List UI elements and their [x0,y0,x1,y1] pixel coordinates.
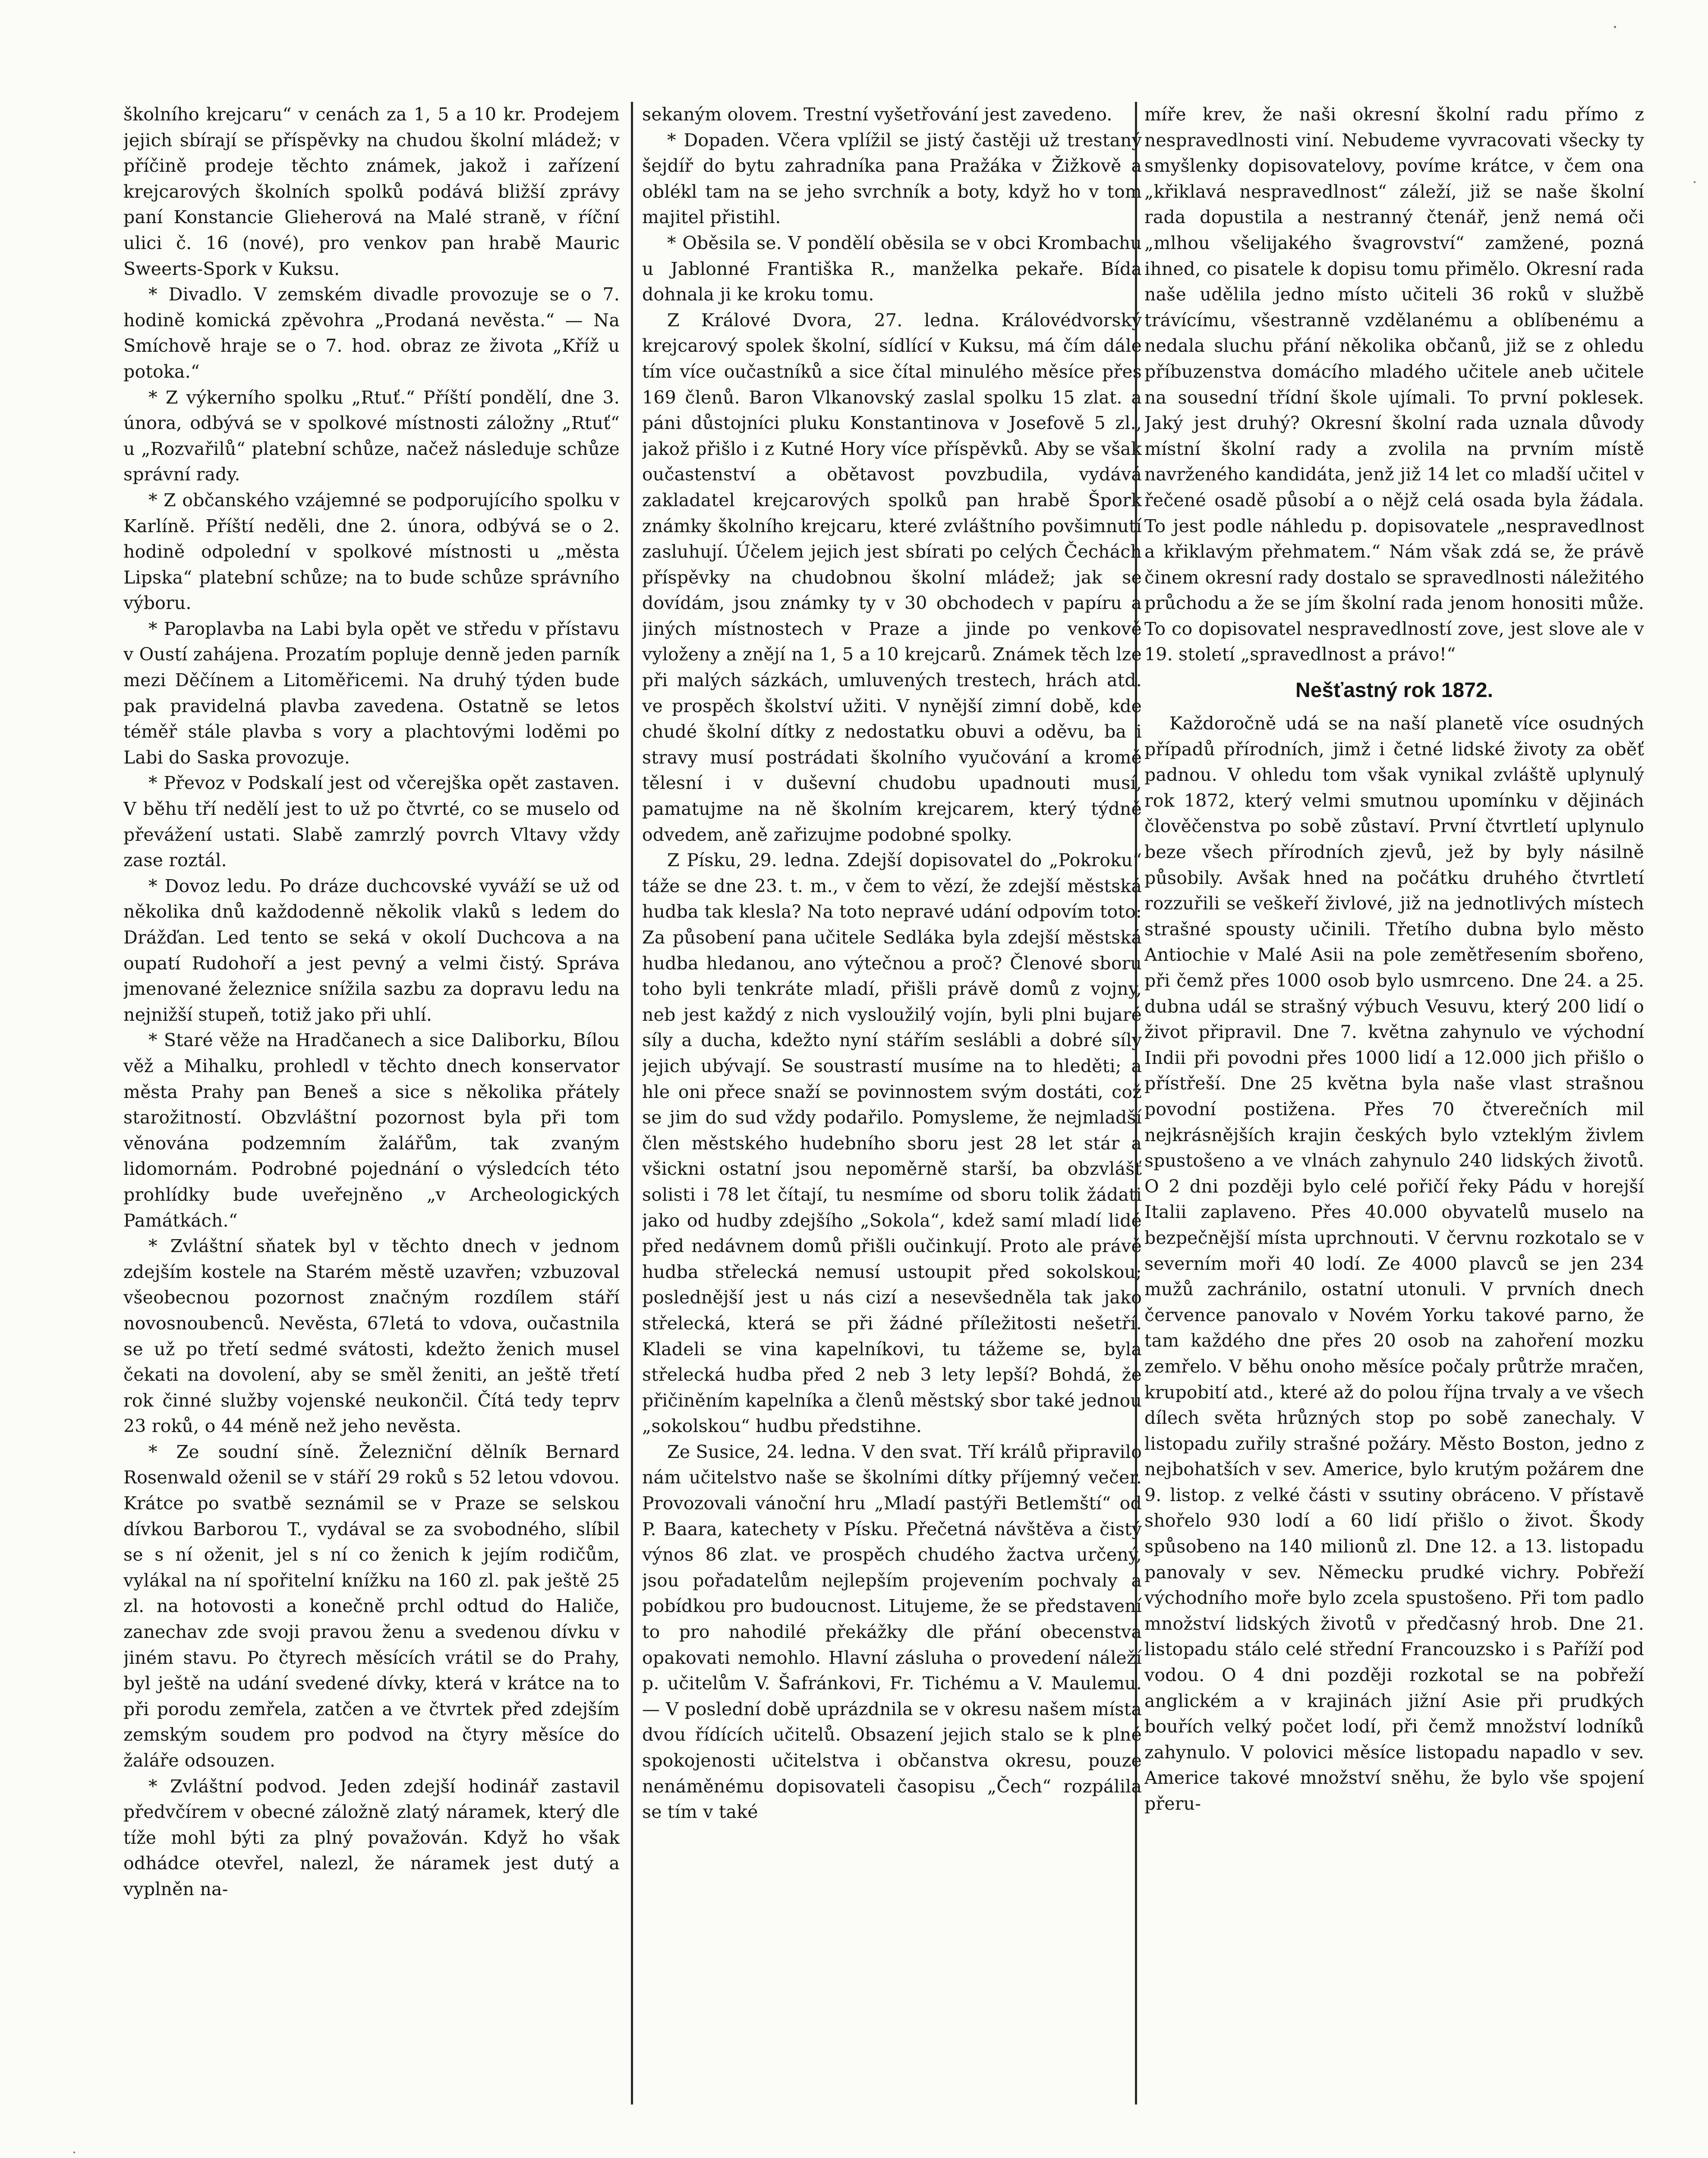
column-rule [631,102,633,2104]
article-paragraph: * Zvláštní sňatek byl v těchto dnech v jednom zdejším kostele na Starém městě uzavřen; vzbuzoval všeobecnou pozornost značným rozdílem stáří novosnoubenců. Nevěsta, 67letá to vdova, oučastnila se už po třetí sedmé svátosti, kdežto ženich musel čekati na dovolení, aby se směl ženiti, an ještě třetí rok činné služby vojenské neukončil. Čítá tedy teprv 23 roků, o 44 méně než jeho nevěsta. [123,1236,620,1437]
article-heading: Nešťastný rok 1872. [1295,679,1493,702]
article-paragraph: * Zvláštní podvod. Jeden zdejší hodinář zastavil předvčírem v obecné záložně zlatý náramek, který dle tíže mohl býti za plný považován. Když ho však odhádce otevřel, nalezl, že náramek jest dutý a vyplněn na- [123,1776,620,1899]
print-speck [1614,26,1616,28]
column-right [1144,102,1644,2130]
article-paragraph: * Dovoz ledu. Po dráze duchcovské vyváží se už od několika dnů každodenně několik vlaků s ledem do Drážďan. Led tento se seká v okolí Duchcova a na oupatí Rudohoří a jest pevný a velmi čistý. Správa jmenované železnice snížila sazbu za dopravu ledu na nejnižší stupeň, totiž jako při uhlí. [123,875,620,1025]
article-paragraph: míře krev, že naši okresní školní radu přímo z nespravedlnosti viní. Nebudeme vyvracovati všecky ty smyšlenky dopisovatelovy, povíme krátce, v čem ona „křiklavá nespravedlnost“ záleží, již se naše školní rada dopustila a nestranný čtenář, jenž nemá oči „mlhou všelijakého švagrovství“ zamžené, pozná ihned, co pisatele k dopisu tomu přimělo. Okresní rada naše udělila jedno místo učiteli 36 roků v službě trávícímu, všestranně vzdělanému a oblíbenému a nedala sluchu přání několika občanů, již se z ohledu příbuzenstva domácího mladého učitele aneb učitele na sousední třídní škole ujímali. To první poklesek. Jaký jest druhý? Okresní školní rada uznala důvody místní školní rady a zvolila na prvním místě navrženého kandidáta, jenž již 14 let co mladší učitel v řečené osadě působí a o nějž celá osada byla žádala. To jest podle náhledu p. dopisovatele „nespravedlnost a křiklavým přehmatem.“ Nám však zdá se, že právě činem okresní rady dostalo se spravedlnosti náležitého průchodu a že se jím školní rada jenom honositi může. To co dopisovatel nespravedlností zove, jest slove ale v 19. století „spravedlnost a právo!“ [1144,104,1644,665]
article-paragraph: Každoročně udá se na naší planetě více osudných případů přírodních, jimž i četné lidské životy za oběť padnou. V ohledu tom však vynikal zvláště uplynulý rok 1872, který velmi smutnou upomínku v dějinách člověčenstva po sobě zůstaví. První čtvrtletí uplynulo beze všech přírodních zjevů, jež by byly násilně působily. Avšak hned na počátku druhého čtvrtletí rozzuřili se veškeří živlové, již na jednotlivých místech strašné spousty učinili. Třetího dubna bylo město Antiochie v Malé Asii na pole zemětřesením sbořeno, při čemž přes 1000 osob bylo usmrceno. Dne 24. a 25. dubna udál se strašný výbuch Vesuvu, který 200 lidí o život připravil. Dne 7. května zahynulo ve východní Indii při povodni přes 1000 lidí a 12.000 jich přišlo o přístřeší. Dne 25 května byla naše vlast strašnou povodní postižena. Přes 70 čtverečních mil nejkrásnějších krajin českých bylo vzteklým živlem spustošeno a ve vlnách zahynulo 240 lidských životů. O 2 dni později bylo celé pořičí řeky Pádu v horejší Italii zaplaveno. Přes 40.000 obyvatelů muselo na bezpečnější místa uprchnouti. V červnu rozkotalo se v severním moři 40 lodí. Ze 4000 plavců se jen 234 mužů zachránilo, ostatní utonuli. V prvních dnech července panovalo v Novém Yorku takové parno, že tam každého dne přes 20 osob na zahoření mozku zemřelo. V běhu onoho měsíce počaly průtrže mračen, krupobití atd., které až do polou října trvaly a ve všech dílech světa hrůzných stop po sobě zanechaly. V listopadu zuřily strašné požáry. Město Boston, jedno z nejbohatších v sev. Americe, bylo krutým požárem dne 9. listop. z velké části v ssutiny obráceno. V přístavě shořelo 930 lodí a 60 lidí přišlo o život. Škody spůsobeno na 140 milionů zl. Dne 12. a 13. listopadu panovaly v sev. Německu prudké vichry. Pobřeží východního moře bylo zcela spustošeno. Při tom padlo množství lidských životů v předčasný hrob. Dne 21. listopadu stálo celé střední Francouzsko i s Paříží pod vodou. O 4 dni později rozkotal se na pobřeží anglickém a v krajinách jižní Asie při prudkých bouřích velký počet lodí, při čemž množství lodníků zahynulo. V polovici měsíce listopadu napadlo v sev. Americe takové množství sněhu, že bylo vše spojení přeru- [1144,713,1644,1814]
article-paragraph: * Z občanského vzájemné se podporujícího spolku v Karlíně. Příští neděli, dne 2. února, odbývá se o 2. hodině odpolední v spolkové místnosti u „města Lipska“ platební schůze; na to bude schůze správního výboru. [123,489,620,614]
article-paragraph: * Paroplavba na Labi byla opět ve středu v přístavu v Oustí zahájena. Prozatím popluje denně jeden parník mezi Děčínem a Litoměřicemi. Na druhý týden bude pak pravidelná plavba zavedena. Ostatně se letos téměř stále plavba s vory a plachtovými loděmi po Labi do Saska provozuje. [123,618,620,768]
article-paragraph: * Staré věže na Hradčanech a sice Daliborku, Bílou věž a Mihalku, prohledl v těchto dnech konservator města Prahy pan Beneš a sice s několika přátely starožitností. Obzvláštní pozornost byla při tom věnována podzemním žalářům, tak zvaným lidomornám. Podrobné pojednání o výsledcích této prohlídky bude uveřejněno „v Archeologických Památkách.“ [123,1030,620,1231]
print-speck [1694,181,1695,183]
article-paragraph: sekaným olovem. Trestní vyšetřování jest zavedeno. [642,104,1112,125]
article-paragraph: * Dopaden. Včera vplížil se jistý častěji už trestaný šejdíř do bytu zahradníka pana Pražáka v Žižkově a oblékl tam na se jeho svrchník a boty, když ho v tom majitel přistihl. [642,129,1142,228]
column-left [123,102,620,2130]
article-paragraph: * Ze soudní síně. Železniční dělník Bernard Rosenwald oženil se v stáří 29 roků s 52 letou vdovou. Krátce po svatbě seznámil se v Praze se selskou dívkou Barborou T., vydával se za svobodného, slíbil se s ní oženit, jel s ní co ženich k jejím rodičům, vylákal na ní spořitelní knížku na 160 zl. pak ještě 25 zl. na hotovosti a konečně prchl odtud do Haliče, zanechav zde svoji pravou ženu a svedenou dívku v jiném stavu. Po čtyrech měsících vrátil se do Prahy, byl ještě na udání svedené dívky, která v krátce na to při porodu zemřela, zatčen a ve čtvrtek před zdejším zemským soudem pro podvod na čtyry měsíce do žaláře odsouzen. [123,1441,620,1771]
article-paragraph: školního krejcaru“ v cenách za 1, 5 a 10 kr. Prodejem jejich sbírají se příspěvky na chudou školní mládež; v příčině prodeje těchto známek, jakož i zařízení krejcarových školních spolků podává bližší zprávy paní Konstancie Glieherová na Malé straně, v ŕíční ulici č. 16 (nové), pro venkov pan hrabě Mauric Sweerts-Spork v Kuksu. [123,104,620,279]
article-paragraph: * Divadlo. V zemském divadle provozuje se o 7. hodině komická zpěvohra „Prodaná nevěsta.“ — Na Smíchově hraje se o 7. hod. obraz ze života „Kříž u potoka.“ [123,284,620,382]
article-paragraph: Z Králové Dvora, 27. ledna. Královédvorský krejcarový spolek školní, sídlící v Kuksu, má čím dále tím více oučastníků a sice čítal minulého měsíce přes 169 členů. Baron Vlkanovský zaslal spolku 15 zlat. a páni důstojníci pluku Konstantinova v Josefově 5 zl., jakož přišlo i z Kutné Hory více příspěvků. Aby se však oučastenství a obětavost povzbudila, vydává zakladatel krejcarových spolků pan hrabě Špork známky školního krejcaru, které zvláštního povšimnutí zasluhují. Účelem jejich jest sbírati po celých Čechách příspěvky na chudobnou školní mládež; jak se dovídám, jsou známky ty v 30 obchodech v papíru a jiných místnostech v Praze a jinde po venkově vyloženy a znějí na 1, 5 a 10 krejcarů. Známek těch lze při malých sázkách, umluvených trestech, hrách atd. ve prospěch školství užiti. V nynější zimní době, kde chudé školní dítky z nedostatku obuvi a oděvu, ba i stravy musí postrádati školního vyučování a kromě tělesní i v duševní chudobu upadnouti musí, pamatujme na ně školním krejcarem, který týdně odvedem, aně zařizujme podobné spolky. [642,309,1142,845]
column-middle [642,102,1142,2130]
print-speck [73,2152,75,2153]
article-paragraph: * Převoz v Podskalí jest od včerejška opět zastaven. V běhu tří nedělí jest to už po čtvrté, co se muselo od převážení ustati. Slabě zamrzlý povrch Vltavy vždy zase roztál. [123,773,620,871]
article-paragraph: Ze Susice, 24. ledna. V den svat. Tří králů připravilo nám učitelstvo naše se školními dítky příjemný večer. Provozovali vánoční hru „Mladí pastýři Betlemští“ od P. Baara, katechety v Písku. Přečetná návštěva a čistý výnos 86 zlat. ve prospěch chudého žactva určený, jsou pořadatelům nejlepším projevením pochvaly a pobídkou pro budoucnost. Litujeme, že se představení to pro nahodilé překážky dle přání obecenstva opakovati nemohlo. Hlavní zásluha o provedení náleží p. učitelům V. Šafránkovi, Fr. Tichému a V. Maulemu. — V poslední době uprázdnila se v okresu našem místa dvou řídících učitelů. Obsazení jejich stalo se k plné spokojenosti učitelstva i občanstva okresu, pouze nenáměnému dopisovateli časopisu „Čech“ rozpálila se tím v také [642,1441,1142,1823]
article-paragraph: * Z výkerního spolku „Rtuť.“ Příští pondělí, dne 3. února, odbývá se v spolkové místnosti záložny „Rtuť“ u „Rozvařilů“ platební schůze, načež následuje schůze správní rady. [123,387,620,485]
article-paragraph: Z Písku, 29. ledna. Zdejší dopisovatel do „Pokroku“ táže se dne 23. t. m., v čem to vězí, že zdejší městská hudba tak klesla? Na toto nepravé udání odpovím toto: Za působení pana učitele Sedláka byla zdejší městská hudba hledanou, ano výtečnou a proč? Členové sboru toho byli tenkráte mladí, přišli právě domů z vojny, neb jest každý z nich vysloužilý vojín, byli plni bujaré síly a ducha, kdežto nyní stářím seslábli a dobré síly jejich ubývají. Se soustrastí musíme na to hleděti; a hle oni přece snaží se povinnostem svým dostáti, což se jim do sud vždy podařilo. Pomysleme, že nejmladší člen městského hudebního sboru jest 28 let stár a všickni ostatní jsou nepoměrně starší, ba obzvlášť solisti i 78 let čítají, tu nesmíme od sboru tolik žádati jako od hudby zdejšího „Sokola“, kdež samí mladí lidé před nedávnem domů přišli oučinkují. Proto ale právě hudba střelecká nemusí ustoupit před sokolskou; poslednější jest u nás cizí a nesevšedněla tak jako střelecká, která se při žádné příležitosti nešetří. Kladeli se vina kapelníkovi, tu tážeme se, byla střelecká hudba před 2 neb 3 lety lepší? Bohdá, že přičiněním kapelníka a členů městský sbor také jednou „sokolskou“ hudbu předstihne. [642,850,1142,1437]
article-paragraph: * Oběsila se. V pondělí oběsila se v obci Krombachu u Jablonné Františka R., manželka pekaře. Bída dohnala ji ke kroku tomu. [642,232,1142,305]
